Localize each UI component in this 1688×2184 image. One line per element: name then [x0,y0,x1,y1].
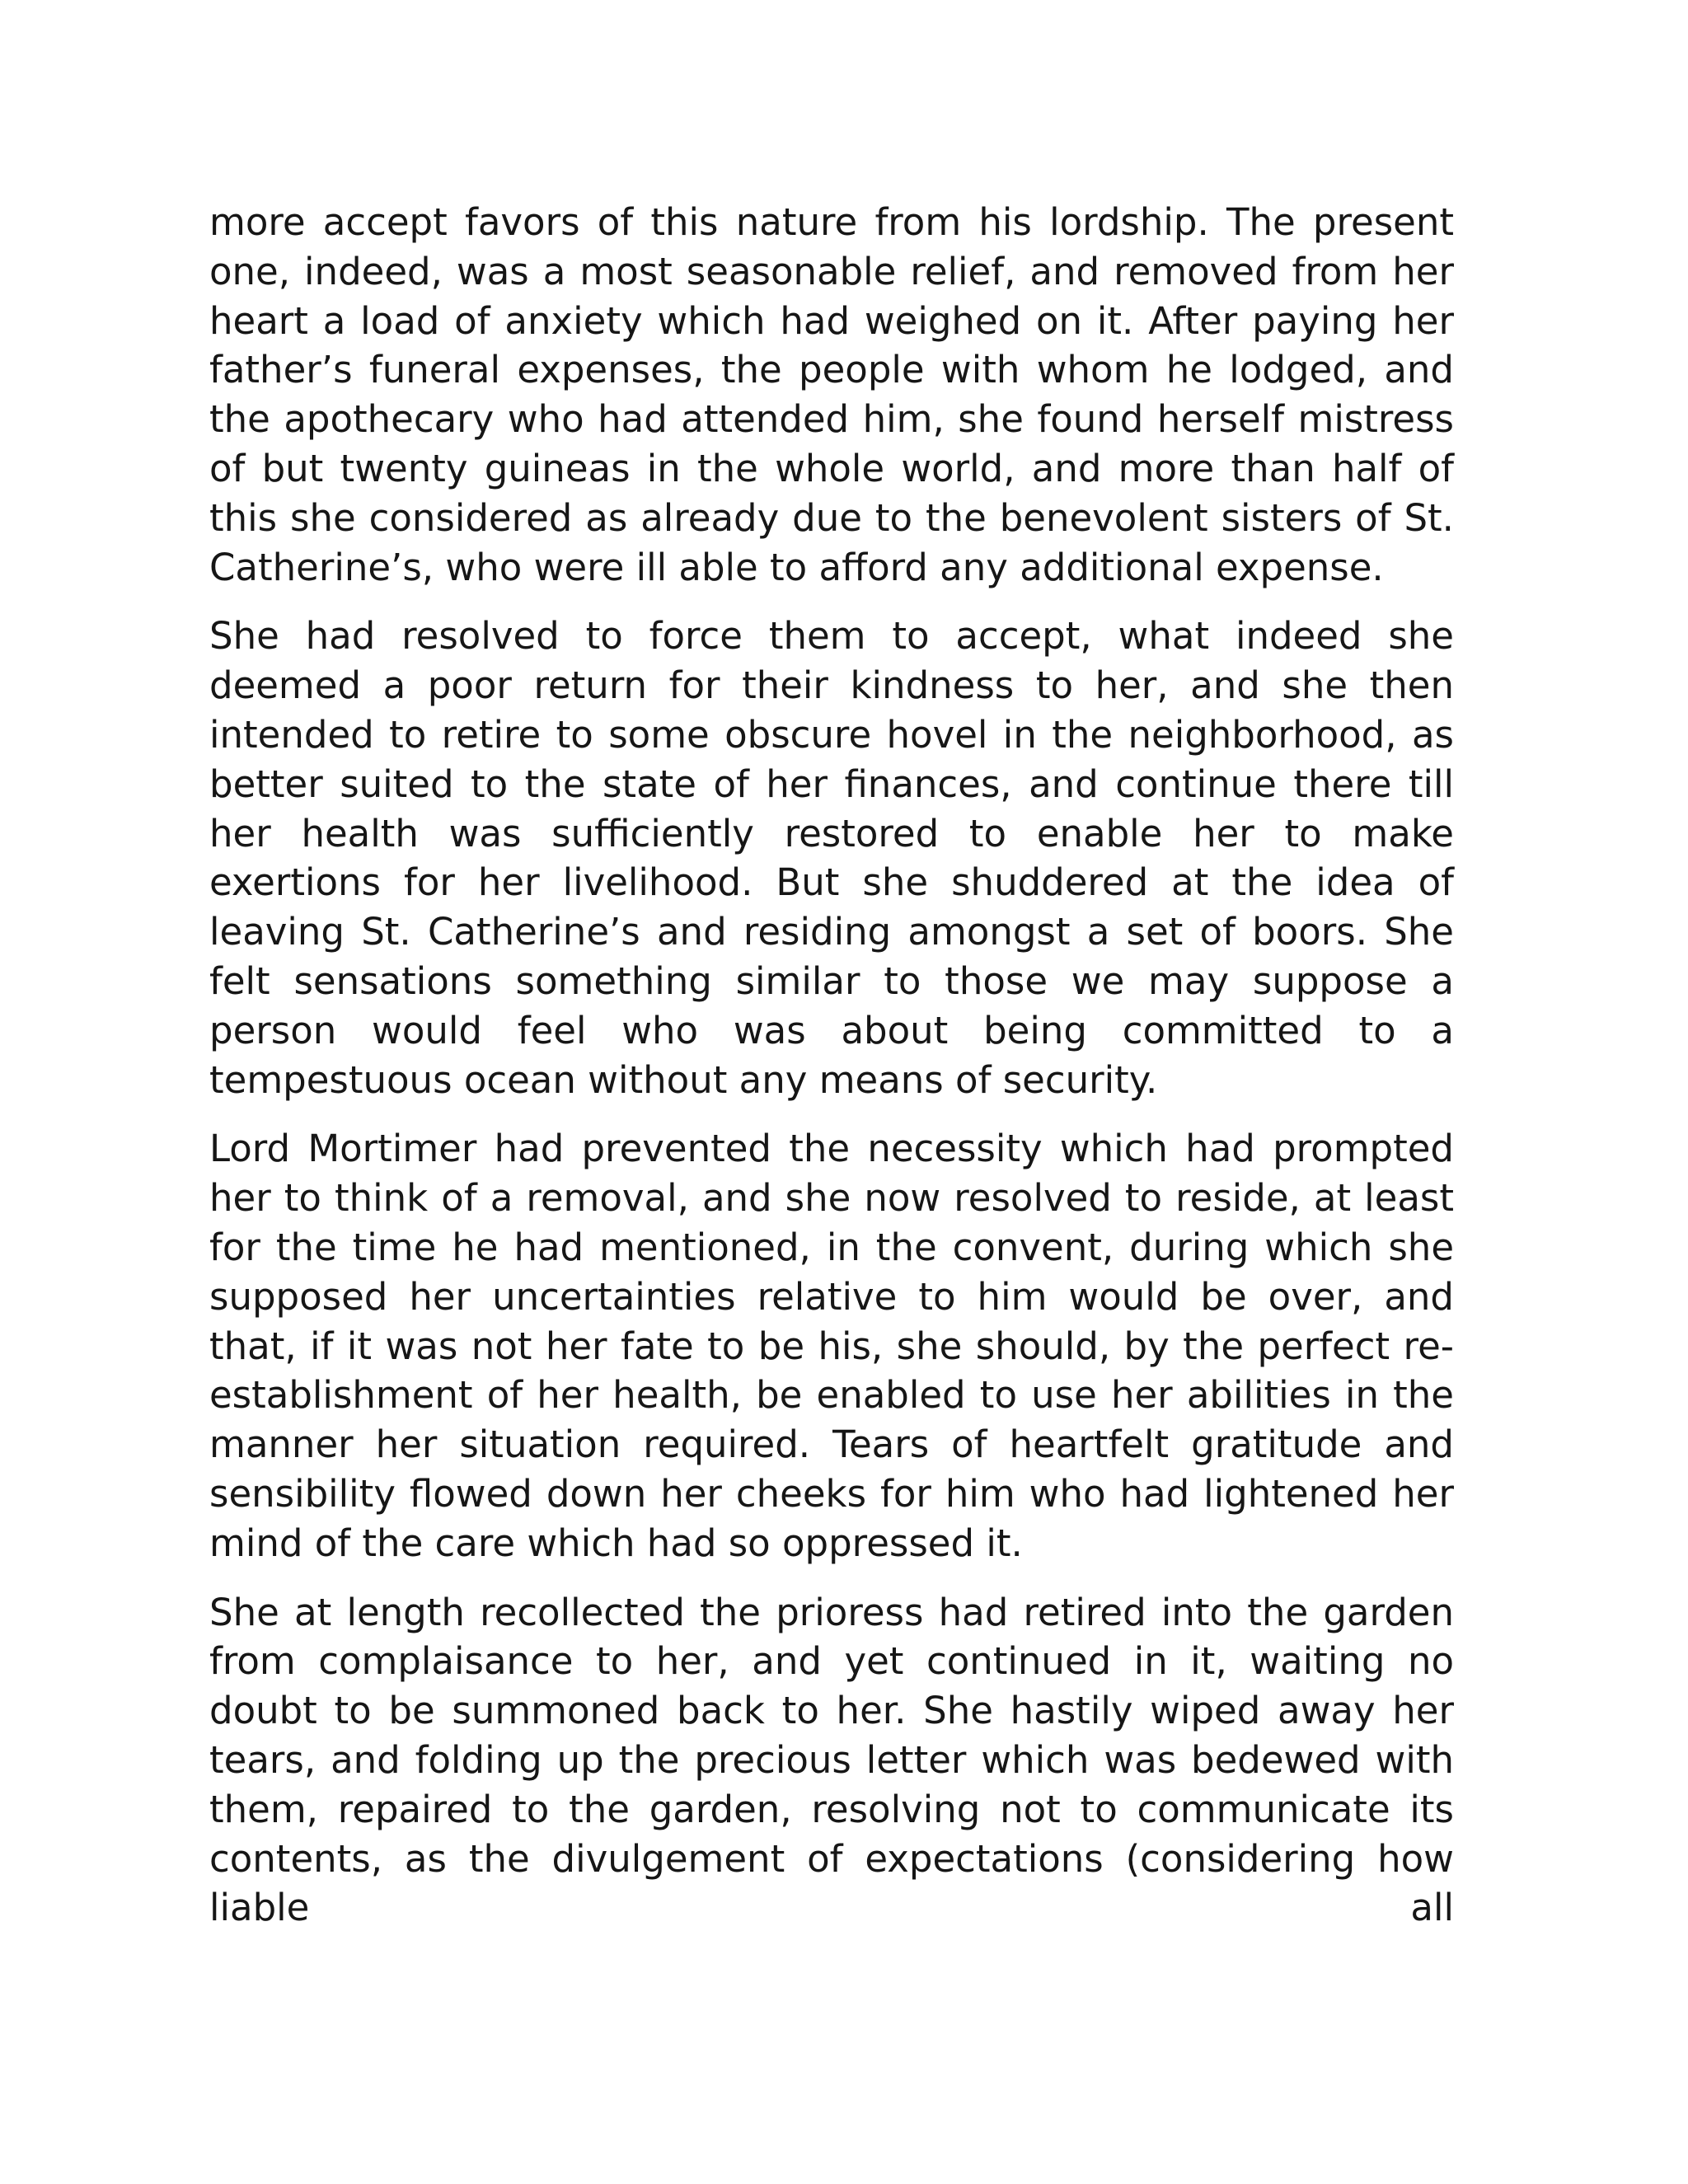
document-page [209,198,1454,1933]
paragraph-4: She at length recollected the prioress had retired into the garden from complaisance to her, and yet continued in it, waiting no doubt to be summoned back to her. She hastily wiped away her tears, and folding up the precious letter which was bedewed with them, repaired to the garden, resolving not to communicate its contents, as the divulgement of expectations (considering how liable all [209,1590,1454,1930]
paragraph-1: more accept favors of this nature from his lordship. The present one, indeed, was a most seasonable relief, and removed from her heart a load of anxiety which had weighed on it. After paying her father’s funeral expenses, the people with whom he lodged, and the apothecary who had attended him, she found herself mistress of but twenty guineas in the whole world, and more than half of this she considered as already due to the benevolent sisters of St. Catherine’s, who were ill able to afford any additional expense. [209,200,1454,589]
paragraph-2: She had resolved to force them to accept, what indeed she deemed a poor return for their kindness to her, and she then intended to retire to some obscure hovel in the neighborhood, as better suited to the state of her finances, and continue there till her health was sufficiently restored to enable her to make exertions for her livelihood. But she shuddered at the idea of leaving St. Catherine’s and residing amongst a set of boors. She felt sensations something similar to those we may suppose a person would feel who was about being committed to a tempestuous ocean without any means of security. [209,614,1454,1102]
paragraph-3: Lord Mortimer had prevented the necessity which had prompted her to think of a removal, and she now resolved to reside, at least for the time he had mentioned, in the convent, during which she supposed her uncertainties relative to him would be over, and that, if it was not her fate to be his, she should, by the perfect re-establishment of her health, be enabled to use her abilities in the manner her situation required. Tears of heartfelt gratitude and sensibility flowed down her cheeks for him who had lightened her mind of the care which had so oppressed it. [209,1127,1454,1565]
